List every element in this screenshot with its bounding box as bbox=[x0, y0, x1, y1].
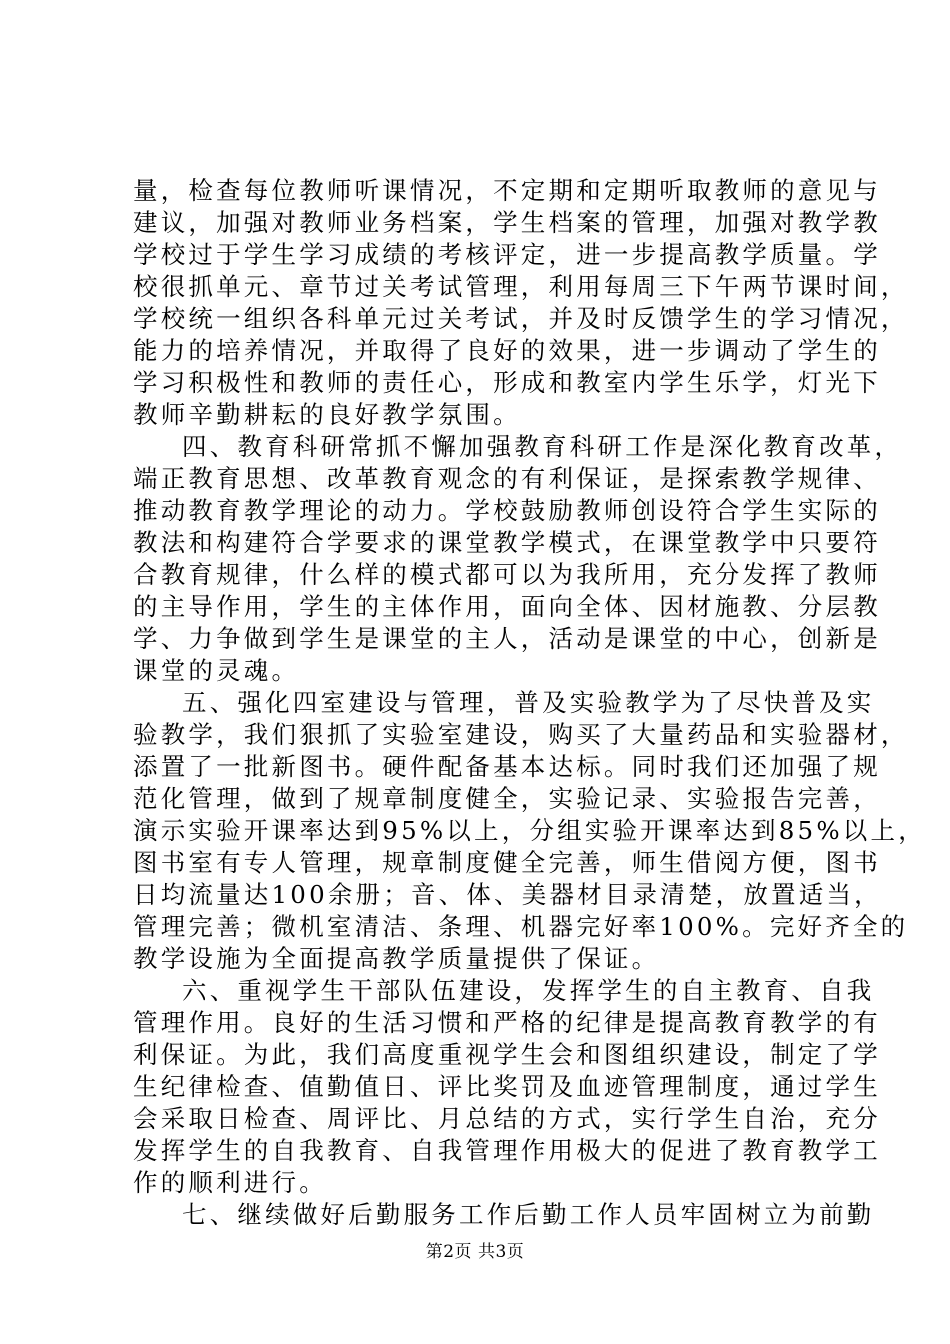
text-line: 图书室有专人管理，规章制度健全完善，师生借阅方便，图书 bbox=[133, 848, 881, 877]
text-line: 学校过于学生学习成绩的考核评定，进一步提高教学质量。学 bbox=[133, 240, 881, 269]
text-line: 发挥学生的自我教育、自我管理作用极大的促进了教育教学工 bbox=[133, 1136, 881, 1165]
text-line: 添置了一批新图书。硬件配备基本达标。同时我们还加强了规 bbox=[133, 752, 881, 781]
text-line: 会采取日检查、周评比、月总结的方式，实行学生自治，充分 bbox=[133, 1104, 881, 1133]
text-line: 范化管理，做到了规章制度健全，实验记录、实验报告完善， bbox=[133, 784, 881, 813]
text-line: 量，检查每位教师听课情况，不定期和定期听取教师的意见与 bbox=[133, 176, 881, 205]
text-line: 能力的培养情况，并取得了良好的效果，进一步调动了学生的 bbox=[133, 336, 881, 365]
text-line: 教学设施为全面提高教学质量提供了保证。 bbox=[133, 944, 660, 973]
text-line: 学习积极性和教师的责任心，形成和教室内学生乐学，灯光下 bbox=[133, 368, 881, 397]
text-line: 学、力争做到学生是课堂的主人，活动是课堂的中心，创新是 bbox=[133, 624, 881, 653]
paragraph-start-line: 七、继续做好后勤服务工作后勤工作人员牢固树立为前勤 bbox=[182, 1200, 875, 1229]
text-line: 教师辛勤耕耘的良好教学氛围。 bbox=[133, 400, 521, 429]
text-line: 教法和构建符合学要求的课堂教学模式，在课堂教学中只要符 bbox=[133, 528, 881, 557]
paragraph-start-line: 五、强化四室建设与管理，普及实验教学为了尽快普及实 bbox=[182, 688, 875, 717]
text-line: 端正教育思想、改革教育观念的有利保证，是探索教学规律、 bbox=[133, 464, 881, 493]
text-line: 验教学，我们狠抓了实验室建设，购买了大量药品和实验器材， bbox=[133, 720, 909, 749]
text-line: 的主导作用，学生的主体作用，面向全体、因材施教、分层教 bbox=[133, 592, 881, 621]
text-line: 作的顺利进行。 bbox=[133, 1168, 327, 1197]
text-line: 学校统一组织各科单元过关考试，并及时反馈学生的学习情况， bbox=[133, 304, 909, 333]
text-line: 推动教育教学理论的动力。学校鼓励教师创设符合学生实际的 bbox=[133, 496, 881, 525]
text-line: 生纪律检查、值勤值日、评比奖罚及血迹管理制度，通过学生 bbox=[133, 1072, 881, 1101]
text-line: 利保证。为此，我们高度重视学生会和图组织建设，制定了学 bbox=[133, 1040, 881, 1069]
page-number-footer: 第2页 共3页 bbox=[425, 1242, 525, 1262]
text-line: 日均流量达100余册；音、体、美器材目录清楚，放置适当， bbox=[133, 880, 882, 909]
text-line: 管理完善；微机室清洁、条理、机器完好率100%。完好齐全的 bbox=[133, 912, 909, 941]
text-line: 管理作用。良好的生活习惯和严格的纪律是提高教育教学的有 bbox=[133, 1008, 881, 1037]
text-line: 演示实验开课率达到95%以上，分组实验开课率达到85%以上， bbox=[133, 816, 926, 845]
paragraph-start-line: 四、教育科研常抓不懈加强教育科研工作是深化教育改革， bbox=[182, 432, 903, 461]
text-line: 校很抓单元、章节过关考试管理，利用每周三下午两节课时间， bbox=[133, 272, 909, 301]
text-line: 课堂的灵魂。 bbox=[133, 656, 300, 685]
text-line: 建议，加强对教师业务档案，学生档案的管理，加强对教学教 bbox=[133, 208, 881, 237]
paragraph-start-line: 六、重视学生干部队伍建设，发挥学生的自主教育、自我 bbox=[182, 976, 875, 1005]
text-line: 合教育规律，什么样的模式都可以为我所用，充分发挥了教师 bbox=[133, 560, 881, 589]
